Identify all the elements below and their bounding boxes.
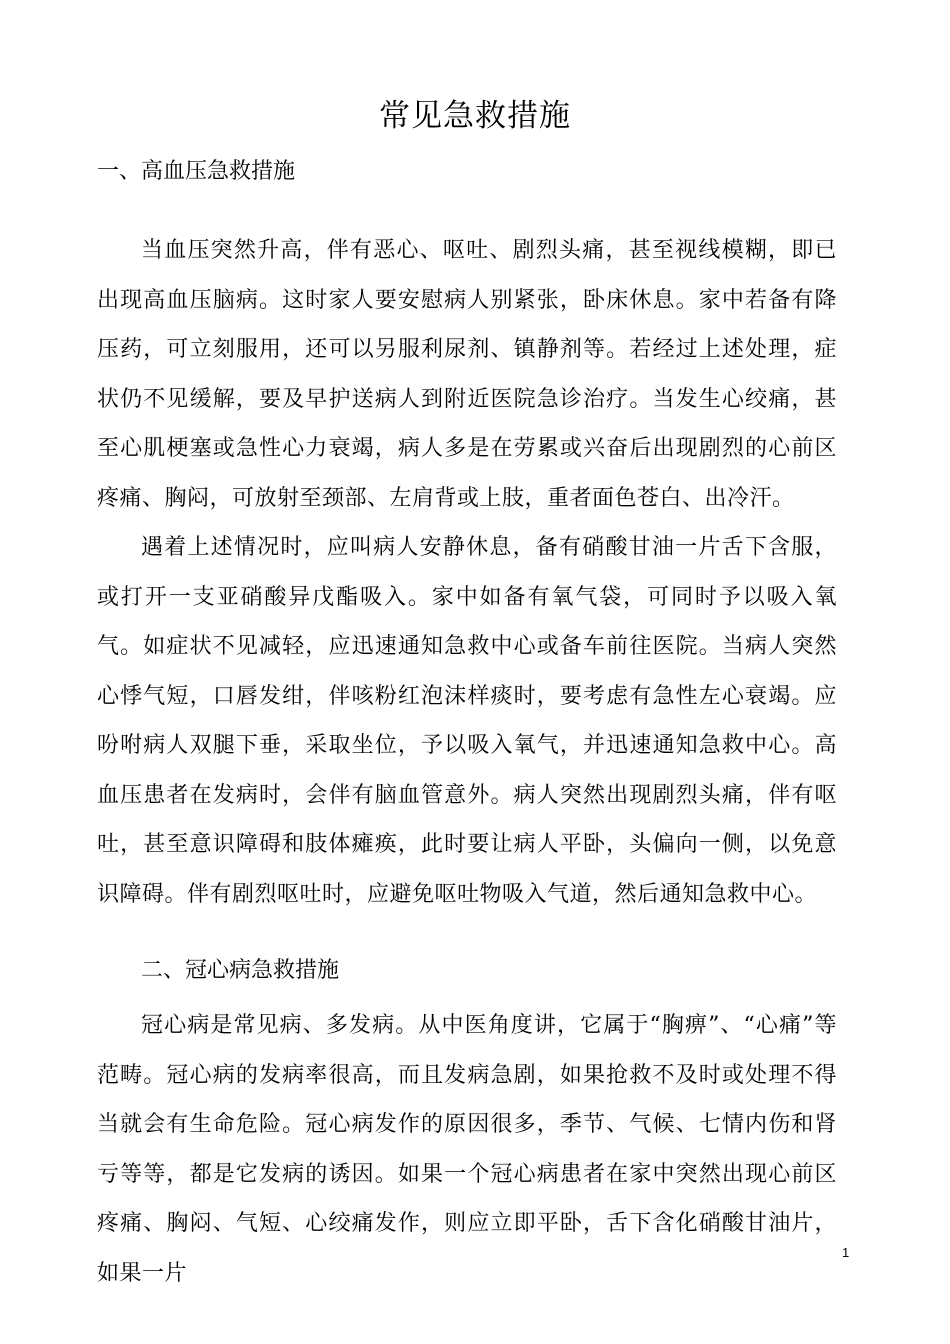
document-title: 常见急救措施 [379,98,571,134]
paragraph-hypertension-symptoms: 当血压突然升高，伴有恶心、呕吐、剧烈头痛，甚至视线模糊，即已出现高血压脑病。这时家人要安慰病人别紧张，卧床休息。家中若备有降压药，可立刻服用，还可以另服利尿剂、镇静剂等。若经过上述处理，症状仍不见缓解，要及早护送病人到附近医院急诊治疗。当发生心绞痛，甚至心肌梗塞或急性心力衰竭，病人多是在劳累或兴奋后出现剧烈的心前区疼痛、胸闷，可放射至颈部、左肩背或上肢，重者面色苍白、出冷汗。 [97,238,837,511]
paragraph-coronary-intro: 冠心病是常见病、多发病。从中医角度讲，它属于“胸痹”、“心痛”等范畴。冠心病的发病率很高，而且发病急剧，如果抢救不及时或处理不得当就会有生命危险。冠心病发作的原因很多，季节、气候、七情内伤和肾亏等等，都是它发病的诱因。如果一个冠心病患者在家中突然出现心前区疼痛、胸闷、气短、心绞痛发作，则应立即平卧，舌下含化硝酸甘油片，如果一片 [97,1013,837,1286]
page-number: 1 [842,1245,850,1260]
section-heading-hypertension: 一、高血压急救措施 [97,159,296,184]
section-heading-coronary: 二、冠心病急救措施 [141,958,340,983]
paragraph-hypertension-treatment: 遇着上述情况时，应叫病人安静休息，备有硝酸甘油一片舌下含服，或打开一支亚硝酸异戊酯吸入。家中如备有氧气袋，可同时予以吸入氧气。如症状不见减轻，应迅速通知急救中心或备车前往医院。当病人突然心悸气短，口唇发绀，伴咳粉红泡沫样痰时，要考虑有急性左心衰竭。应吩咐病人双腿下垂，采取坐位，予以吸入氧气，并迅速通知急救中心。高血压患者在发病时，会伴有脑血管意外。病人突然出现剧烈头痛，伴有呕吐，甚至意识障碍和肢体瘫痪，此时要让病人平卧，头偏向一侧，以免意识障碍。伴有剧烈呕吐时，应避免呕吐物吸入气道，然后通知急救中心。 [97,535,837,907]
